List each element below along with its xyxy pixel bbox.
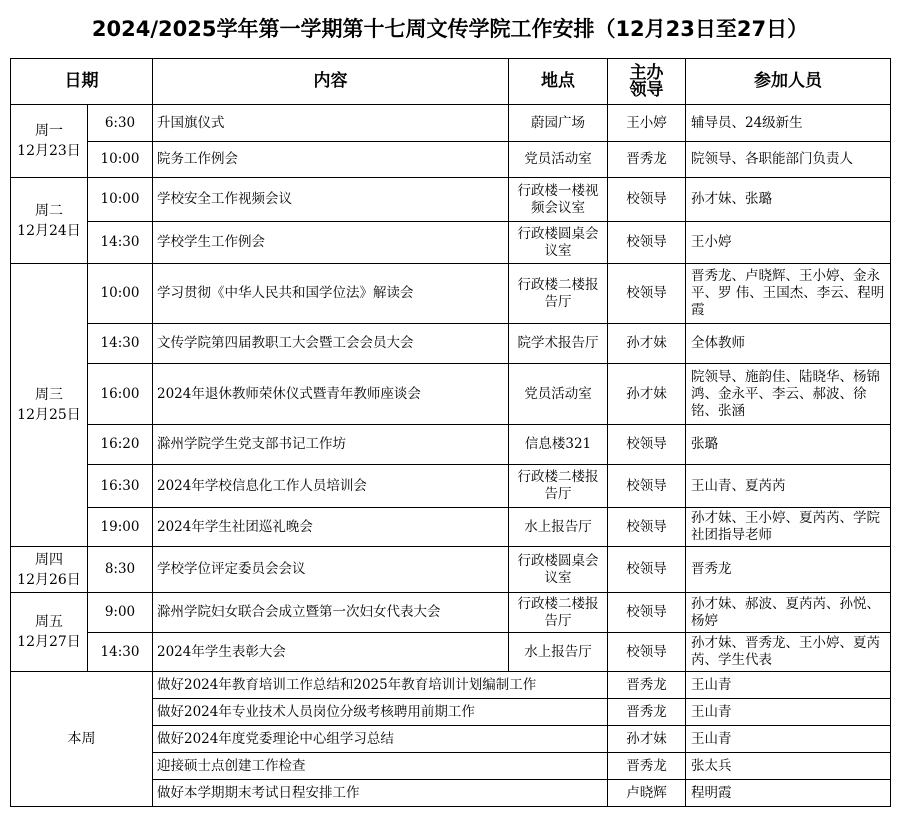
host-cell: 晋秀龙 bbox=[608, 672, 686, 699]
table-row bbox=[11, 547, 891, 593]
weekday: 周二 bbox=[35, 202, 63, 219]
content-cell: 2024年学生社团巡礼晚会 bbox=[153, 508, 509, 547]
content-cell: 学校安全工作视频会议 bbox=[153, 178, 509, 222]
day-date: 12月26日 bbox=[17, 571, 81, 588]
participants-cell: 王山青 bbox=[686, 726, 891, 753]
table-row bbox=[11, 105, 891, 142]
time-cell: 10:00 bbox=[88, 264, 153, 324]
participants-cell: 张太兵 bbox=[686, 753, 891, 780]
day-cell bbox=[11, 178, 88, 264]
host-cell: 校领导 bbox=[608, 264, 686, 324]
participants-cell: 晋秀龙、卢晓辉、王小婷、金永平、罗 伟、王国杰、李云、程明霞 bbox=[686, 264, 891, 324]
table-row bbox=[11, 324, 891, 364]
content-cell: 做好2024年教育培训工作总结和2025年教育培训计划编制工作 bbox=[153, 672, 608, 699]
place-cell: 院学术报告厅 bbox=[509, 324, 608, 364]
participants-cell: 院领导、施韵佳、陆晓华、杨锦鸿、金永平、李云、郝波、徐铭、张涵 bbox=[686, 364, 891, 425]
table-row bbox=[11, 425, 891, 465]
header-host-line1: 主办 bbox=[629, 62, 664, 83]
header-host-line2: 领导 bbox=[629, 79, 664, 100]
header-host bbox=[608, 59, 686, 105]
participants-cell: 王小婷 bbox=[686, 222, 891, 264]
host-cell: 校领导 bbox=[608, 178, 686, 222]
day-date: 12月27日 bbox=[17, 634, 81, 650]
content-cell: 院务工作例会 bbox=[153, 142, 509, 178]
host-cell: 孙才妹 bbox=[608, 324, 686, 364]
host-cell: 校领导 bbox=[608, 508, 686, 547]
week-label-cell: 本周 bbox=[11, 672, 153, 807]
place-cell: 信息楼321 bbox=[509, 425, 608, 465]
header-row bbox=[11, 59, 891, 105]
table-row bbox=[11, 465, 891, 508]
participants-cell: 程明霞 bbox=[686, 780, 891, 807]
participants-cell: 王山青 bbox=[686, 699, 891, 726]
host-cell: 校领导 bbox=[608, 425, 686, 465]
host-cell: 校领导 bbox=[608, 633, 686, 672]
table-row bbox=[11, 178, 891, 222]
weekday: 周五 bbox=[35, 614, 63, 630]
content-cell: 2024年学校信息化工作人员培训会 bbox=[153, 465, 509, 508]
content-cell: 学习贯彻《中华人民共和国学位法》解读会 bbox=[153, 264, 509, 324]
participants-cell: 孙才妹、张璐 bbox=[686, 178, 891, 222]
header-content: 内容 bbox=[153, 59, 509, 105]
participants-cell: 辅导员、24级新生 bbox=[686, 105, 891, 142]
host-cell: 孙才妹 bbox=[608, 726, 686, 753]
host-cell: 卢晓辉 bbox=[608, 780, 686, 807]
table-row bbox=[11, 593, 891, 633]
content-cell: 学校学位评定委员会会议 bbox=[153, 547, 509, 593]
participants-cell: 孙才妹、晋秀龙、王小婷、夏芮芮、学生代表 bbox=[686, 633, 891, 672]
host-cell: 孙才妹 bbox=[608, 364, 686, 425]
time-cell: 10:00 bbox=[88, 142, 153, 178]
participants-cell: 全体教师 bbox=[686, 324, 891, 364]
time-cell: 14:30 bbox=[88, 633, 153, 672]
participants-cell: 院领导、各职能部门负责人 bbox=[686, 142, 891, 178]
time-cell: 9:00 bbox=[88, 593, 153, 633]
time-cell: 8:30 bbox=[88, 547, 153, 593]
content-cell: 升国旗仪式 bbox=[153, 105, 509, 142]
content-cell: 做好本学期期末考试日程安排工作 bbox=[153, 780, 608, 807]
content-cell: 2024年退休教师荣休仪式暨青年教师座谈会 bbox=[153, 364, 509, 425]
time-cell: 16:20 bbox=[88, 425, 153, 465]
place-cell: 行政楼一楼视频会议室 bbox=[509, 178, 608, 222]
table-row bbox=[11, 264, 891, 324]
day-date: 12月23日 bbox=[17, 143, 81, 159]
time-cell: 14:30 bbox=[88, 324, 153, 364]
place-cell: 行政楼二楼报告厅 bbox=[509, 593, 608, 633]
day-date: 12月25日 bbox=[17, 407, 81, 423]
page-title: 2024/2025学年第一学期第十七周文传学院工作安排（12月23日至27日） bbox=[91, 17, 809, 41]
content-cell: 滁州学院妇女联合会成立暨第一次妇女代表大会 bbox=[153, 593, 509, 633]
header-place: 地点 bbox=[509, 59, 608, 105]
place-cell: 党员活动室 bbox=[509, 364, 608, 425]
header-participants: 参加人员 bbox=[686, 59, 891, 105]
weekday: 周四 bbox=[35, 551, 63, 568]
host-cell: 晋秀龙 bbox=[608, 699, 686, 726]
host-cell: 晋秀龙 bbox=[608, 142, 686, 178]
content-cell: 做好2024年度党委理论中心组学习总结 bbox=[153, 726, 608, 753]
time-cell: 14:30 bbox=[88, 222, 153, 264]
participants-cell: 孙才妹、郝波、夏芮芮、孙悦、杨婷 bbox=[686, 593, 891, 633]
day-cell bbox=[11, 593, 88, 672]
weekday: 周三 bbox=[35, 387, 63, 403]
day-cell bbox=[11, 264, 88, 547]
place-cell: 行政楼圆桌会议室 bbox=[509, 547, 608, 593]
table-row bbox=[11, 633, 891, 672]
participants-cell: 晋秀龙 bbox=[686, 547, 891, 593]
place-cell: 行政楼圆桌会议室 bbox=[509, 222, 608, 264]
content-cell: 滁州学院学生党支部书记工作坊 bbox=[153, 425, 509, 465]
host-cell: 校领导 bbox=[608, 465, 686, 508]
host-cell: 校领导 bbox=[608, 593, 686, 633]
participants-cell: 王山青 bbox=[686, 672, 891, 699]
table-row bbox=[11, 508, 891, 547]
participants-cell: 孙才妹、王小婷、夏芮芮、学院社团指导老师 bbox=[686, 508, 891, 547]
host-cell: 王小婷 bbox=[608, 105, 686, 142]
host-cell: 校领导 bbox=[608, 222, 686, 264]
place-cell: 行政楼二楼报告厅 bbox=[509, 264, 608, 324]
place-cell: 行政楼二楼报告厅 bbox=[509, 465, 608, 508]
place-cell: 党员活动室 bbox=[509, 142, 608, 178]
time-cell: 19:00 bbox=[88, 508, 153, 547]
time-cell: 16:30 bbox=[88, 465, 153, 508]
time-cell: 6:30 bbox=[88, 105, 153, 142]
host-cell: 校领导 bbox=[608, 547, 686, 593]
weekday: 周一 bbox=[35, 123, 63, 139]
header-date: 日期 bbox=[11, 59, 153, 105]
participants-cell: 王山青、夏芮芮 bbox=[686, 465, 891, 508]
content-cell: 文传学院第四届教职工大会暨工会会员大会 bbox=[153, 324, 509, 364]
day-cell bbox=[11, 547, 88, 593]
host-cell: 晋秀龙 bbox=[608, 753, 686, 780]
content-cell: 做好2024年专业技术人员岗位分级考核聘用前期工作 bbox=[153, 699, 608, 726]
day-date: 12月24日 bbox=[17, 222, 81, 239]
place-cell: 水上报告厅 bbox=[509, 508, 608, 547]
table-row bbox=[11, 222, 891, 264]
day-cell bbox=[11, 105, 88, 178]
place-cell: 蔚园广场 bbox=[509, 105, 608, 142]
place-cell: 水上报告厅 bbox=[509, 633, 608, 672]
time-cell: 10:00 bbox=[88, 178, 153, 222]
table-row bbox=[11, 364, 891, 425]
time-cell: 16:00 bbox=[88, 364, 153, 425]
table-row bbox=[11, 672, 891, 699]
content-cell: 2024年学生表彰大会 bbox=[153, 633, 509, 672]
schedule-table bbox=[10, 58, 891, 807]
content-cell: 学校学生工作例会 bbox=[153, 222, 509, 264]
participants-cell: 张璐 bbox=[686, 425, 891, 465]
content-cell: 迎接硕士点创建工作检查 bbox=[153, 753, 608, 780]
table-row bbox=[11, 142, 891, 178]
